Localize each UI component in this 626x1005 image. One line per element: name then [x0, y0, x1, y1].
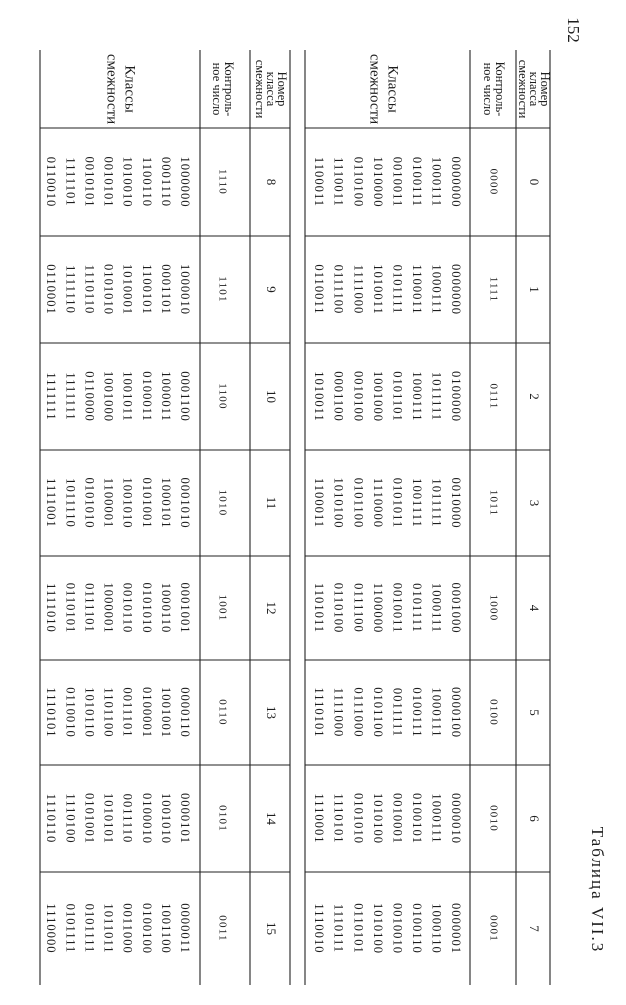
coset-vector: 1110011 — [331, 157, 346, 207]
coset-vector: 0111100 — [351, 583, 366, 633]
coset-vector: 1000011 — [158, 371, 173, 422]
block-1-header — [104, 54, 290, 124]
coset-vector: 1010011 — [370, 264, 385, 315]
class-number: 13 — [264, 706, 280, 719]
cosets-header: смежности — [103, 53, 120, 125]
coset-vector: 0111100 — [331, 264, 346, 315]
coset-vector: 1010000 — [370, 156, 385, 208]
class-number: 6 — [527, 815, 543, 822]
class-number: 2 — [527, 393, 543, 400]
coset-vector: 0110000 — [82, 371, 97, 422]
coset-vector: 1010101 — [101, 792, 116, 845]
class-number: 9 — [264, 286, 280, 293]
coset-vector: 1100101 — [139, 264, 154, 315]
class-number: 1 — [527, 286, 543, 293]
class-number-header: Номер — [275, 71, 290, 107]
cosets-header: смежности — [366, 53, 383, 125]
coset-vector: 0010110 — [120, 582, 135, 634]
control-number: 1101 — [216, 276, 229, 303]
coset-vector: 1110110 — [82, 264, 97, 315]
table-row — [312, 371, 542, 422]
coset-vector: 1111111 — [63, 372, 78, 421]
coset-vector: 1000001 — [101, 582, 116, 634]
coset-vector: 0001101 — [158, 264, 173, 315]
coset-vector: 1001010 — [158, 792, 173, 845]
control-number: 0100 — [487, 699, 500, 726]
coset-vector: 1001001 — [158, 686, 173, 739]
class-number: 3 — [527, 499, 543, 507]
coset-vector: 0100000 — [449, 370, 464, 423]
coset-vector: 1000110 — [429, 903, 444, 954]
coset-vector: 0000100 — [449, 686, 464, 739]
coset-vector: 1001100 — [158, 903, 173, 954]
coset-vector: 1000111 — [429, 582, 444, 634]
class-number: 5 — [527, 709, 543, 716]
coset-vector: 1000110 — [158, 582, 173, 634]
table-row — [44, 687, 279, 738]
coset-vector: 0111101 — [82, 583, 97, 633]
coset-vector: 0100111 — [409, 687, 424, 738]
class-number-header: смежности — [516, 59, 531, 119]
table-row — [312, 477, 542, 528]
coset-vector: 1111110 — [63, 265, 78, 314]
coset-vector: 0011101 — [120, 687, 135, 738]
coset-vector: 1100011 — [312, 477, 327, 529]
coset-vector: 1100011 — [409, 264, 424, 315]
coset-vector: 0001001 — [178, 582, 193, 634]
coset-vector: 1111001 — [44, 478, 59, 528]
coset-vector: 0111000 — [351, 687, 366, 738]
coset-vector: 1011011 — [101, 903, 116, 954]
class-number: 10 — [264, 390, 280, 403]
coset-vector: 1000111 — [429, 156, 444, 208]
coset-vector: 1010010 — [120, 156, 135, 208]
control-number: 0001 — [487, 915, 500, 942]
control-number: 1100 — [216, 383, 229, 410]
coset-vector: 1110000 — [370, 477, 385, 529]
table-row — [44, 793, 279, 844]
coset-vector: 1000101 — [158, 477, 173, 529]
coset-vector: 1111111 — [44, 372, 59, 421]
coset-vector: 1010011 — [312, 371, 327, 422]
coset-vector: 0010001 — [390, 792, 405, 845]
coset-vector: 0101111 — [390, 264, 405, 315]
coset-vector: 0001000 — [449, 582, 464, 634]
control-number: 1110 — [216, 169, 229, 195]
control-number-header: Контроль- — [493, 61, 508, 117]
table-title: Таблица VII.3 — [588, 826, 608, 954]
table-row — [44, 477, 279, 528]
coset-vector: 0000001 — [449, 902, 464, 955]
class-number: 12 — [264, 601, 280, 615]
coset-vector: 0010000 — [449, 477, 464, 529]
table-row — [312, 687, 542, 738]
coset-vector: 0001100 — [331, 371, 346, 422]
coset-vector: 1001010 — [120, 477, 135, 529]
control-number-header: ное число — [210, 62, 225, 116]
control-number: 0110 — [216, 699, 229, 726]
coset-vector: 0101011 — [390, 477, 405, 529]
table-row — [44, 903, 279, 954]
coset-vector: 1000010 — [178, 263, 193, 316]
coset-vector: 1000111 — [429, 687, 444, 738]
table-row — [312, 156, 542, 207]
coset-vector: 1100011 — [312, 156, 327, 208]
table-row — [312, 793, 542, 844]
coset-vector: 0000011 — [178, 903, 193, 954]
coset-vector: 0101010 — [101, 263, 116, 316]
class-number-header: смежности — [253, 59, 268, 119]
table-row — [44, 264, 279, 315]
coset-vector: 0100001 — [139, 686, 154, 739]
coset-vector: 0101010 — [351, 792, 366, 845]
coset-vector: 0110100 — [331, 582, 346, 634]
class-number-header: класса — [264, 71, 279, 107]
coset-vector: 1001000 — [101, 370, 116, 423]
coset-vector: 1110101 — [44, 687, 59, 738]
coset-vector: 0110101 — [63, 582, 78, 634]
control-number: 1011 — [487, 489, 500, 517]
coset-vector: 0101001 — [82, 792, 97, 845]
table-cells — [44, 54, 552, 954]
coset-vector: 0010100 — [351, 370, 366, 423]
table-row — [44, 582, 279, 633]
control-number: 0000 — [487, 168, 500, 196]
table-row — [312, 903, 542, 954]
coset-vector: 0110001 — [44, 264, 59, 315]
coset-vector: 1010100 — [370, 792, 385, 845]
class-number: 0 — [527, 178, 543, 186]
coset-vector: 0010101 — [82, 156, 97, 208]
coset-vector: 1101100 — [101, 687, 116, 738]
class-number: 14 — [264, 812, 280, 825]
coset-vector: 1001111 — [409, 478, 424, 528]
coset-vector: 1010100 — [331, 477, 346, 529]
coset-vector: 0100011 — [139, 371, 154, 422]
coset-vector: 0010011 — [390, 582, 405, 634]
coset-vector: 0110010 — [63, 687, 78, 738]
table-row — [312, 582, 542, 633]
coset-vector: 1010001 — [120, 263, 135, 316]
control-number: 1111 — [487, 276, 500, 303]
coset-vector: 0110010 — [44, 156, 59, 208]
coset-vector: 0011000 — [120, 903, 135, 954]
coset-vector: 0101001 — [139, 477, 154, 529]
control-number-header: Контроль- — [222, 61, 237, 117]
coset-vector: 0101100 — [351, 477, 366, 529]
coset-vector: 0100100 — [139, 902, 154, 955]
coset-vector: 1110100 — [63, 793, 78, 844]
class-number: 15 — [264, 922, 280, 935]
control-number: 0010 — [487, 805, 500, 832]
coset-vector: 0110011 — [312, 264, 327, 315]
class-number: 11 — [264, 496, 280, 510]
coset-vector: 1010100 — [370, 902, 385, 955]
coset-vector: 1110010 — [312, 903, 327, 954]
control-number: 0101 — [216, 805, 229, 832]
class-number-header: класса — [527, 71, 542, 107]
coset-vector: 1000000 — [178, 156, 193, 208]
coset-vector: 0000000 — [449, 156, 464, 208]
coset-vector: 0000101 — [178, 792, 193, 845]
coset-vector: 1011111 — [429, 371, 444, 422]
coset-vector: 0011111 — [390, 687, 405, 738]
coset-vector: 1011111 — [429, 478, 444, 528]
block-0-header — [367, 54, 553, 124]
class-number: 8 — [264, 178, 280, 186]
coset-vector: 1111000 — [331, 687, 346, 738]
coset-vector: 1101011 — [312, 582, 327, 634]
coset-vector: 0101111 — [63, 903, 78, 954]
page-number: 152 — [564, 17, 584, 43]
coset-vector: 0010101 — [101, 156, 116, 208]
coset-vector: 1111000 — [351, 264, 366, 315]
coset-vector: 1110001 — [312, 793, 327, 844]
class-number: 7 — [527, 925, 543, 932]
coset-vector: 1000111 — [409, 371, 424, 422]
coset-vector: 0100110 — [409, 903, 424, 954]
coset-vector: 1010110 — [82, 687, 97, 738]
coset-vector: 1110101 — [312, 687, 327, 738]
coset-vector: 0001010 — [178, 477, 193, 529]
coset-vector: 0101010 — [82, 477, 97, 529]
control-number: 0011 — [216, 915, 229, 942]
coset-vector: 0011110 — [120, 793, 135, 844]
coset-vector: 0010010 — [390, 902, 405, 955]
coset-vector: 1110111 — [331, 903, 346, 954]
coset-vector: 1110101 — [331, 793, 346, 844]
coset-vector: 0101010 — [139, 582, 154, 634]
coset-vector: 1111101 — [63, 157, 78, 207]
coset-vector: 0110101 — [351, 903, 366, 954]
coset-vector: 0000010 — [449, 792, 464, 845]
coset-vector: 1100000 — [370, 582, 385, 634]
coset-vector: 1100110 — [139, 156, 154, 208]
coset-vector: 0101100 — [370, 687, 385, 738]
coset-vector: 1110110 — [44, 793, 59, 844]
coset-vector: 0101101 — [390, 371, 405, 422]
table-row — [312, 264, 542, 315]
coset-vector: 0010011 — [390, 156, 405, 208]
coset-vector: 0000000 — [449, 263, 464, 316]
control-number: 1001 — [216, 594, 229, 622]
coset-vector: 1000111 — [429, 793, 444, 844]
control-number: 0111 — [487, 383, 500, 410]
coset-vector: 1111010 — [44, 583, 59, 633]
coset-vector: 0001110 — [158, 156, 173, 208]
control-number: 1000 — [487, 594, 500, 622]
coset-vector: 1001011 — [120, 371, 135, 422]
cosets-header: Классы — [121, 65, 138, 113]
table-row — [44, 371, 279, 422]
coset-vector: 0100111 — [409, 156, 424, 208]
coset-vector: 0000110 — [178, 687, 193, 738]
table-row — [44, 156, 279, 207]
coset-vector: 0101111 — [82, 903, 97, 954]
control-number-header: ное число — [481, 62, 496, 116]
coset-vector: 0110100 — [351, 156, 366, 208]
cosets-header: Классы — [384, 65, 401, 113]
coset-vector: 1000111 — [429, 264, 444, 315]
coset-vector: 1110000 — [44, 903, 59, 954]
coset-vector: 0001100 — [178, 371, 193, 422]
coset-vector: 0100010 — [139, 792, 154, 845]
class-number: 4 — [527, 604, 543, 612]
coset-vector: 0101111 — [409, 583, 424, 633]
coset-vector: 1011110 — [63, 478, 78, 528]
coset-vector: 0100101 — [409, 792, 424, 845]
class-number-header: Номер — [538, 71, 553, 107]
coset-vector: 1001000 — [370, 370, 385, 423]
control-number: 1010 — [216, 489, 229, 517]
coset-vector: 1100001 — [101, 477, 116, 529]
